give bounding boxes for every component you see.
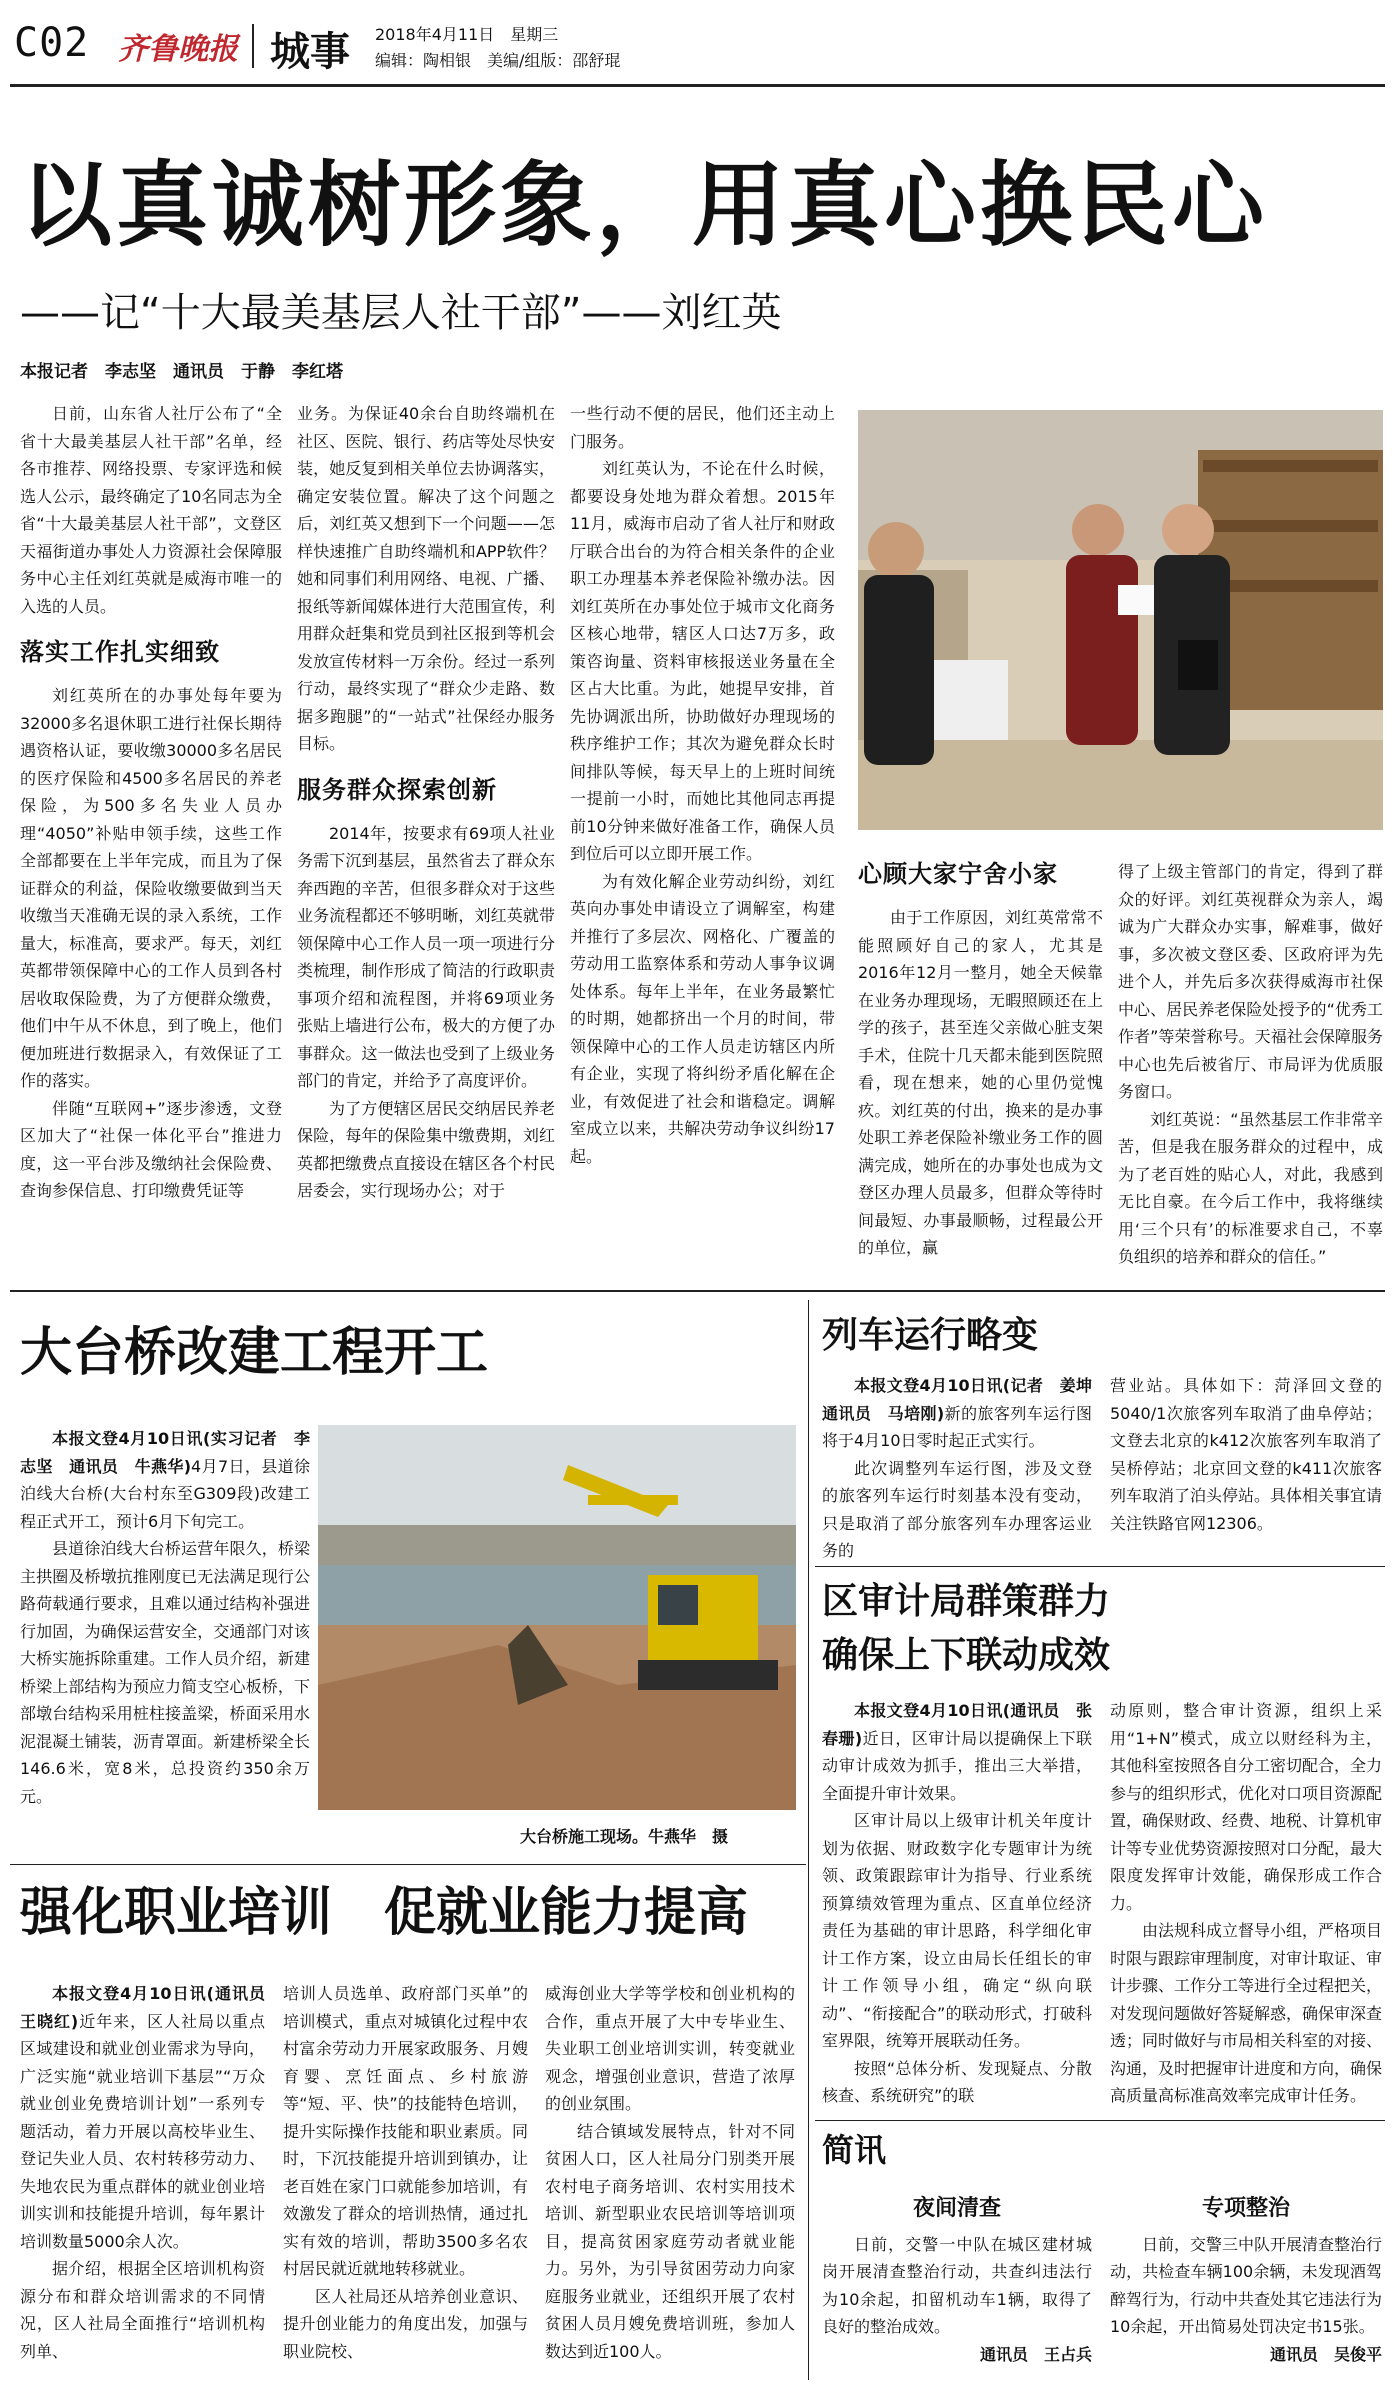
bridge-construction-photo — [318, 1425, 796, 1810]
story3-col-b — [1110, 1372, 1382, 1537]
section-divider — [815, 2120, 1385, 2121]
subhead-heart: 心顾大家宁舍小家 — [858, 860, 1058, 888]
story4-para: 按照“总体分析、发现疑点、分散核查、系统研究”的联 — [822, 2058, 1092, 2105]
story1-headline: 以真诚树形象，用真心换民心 — [20, 151, 1269, 259]
editors: 编辑：陶相银 美编/组版：邵舒琨 — [375, 51, 621, 70]
story4-headline-2: 确保上下联动成效 — [822, 1634, 1111, 1676]
story5-para: 结合镇域发展特点，针对不同贫困人口，区人社局分门别类开展农村电子商务培训、农村实用技术培训、新型职业农民培训等培训项目，提高贫困家庭劳动者就业能力。另外，为引导贫困劳动力向家庭服务业就业，还组织开展了农村贫困人员月嫂免费培训班，参加人数达到近100人。 — [545, 2121, 795, 2361]
story5-para: 区人社局还从培养创业意识、提升创业能力的角度出发，加强与职业院校、 — [283, 2286, 528, 2361]
story1-byline: 本报记者 李志坚 通讯员 于静 李红塔 — [20, 362, 343, 382]
story2-byline: 本报文登4月10日讯(实习记者 李志坚 通讯员 牛燕华) — [20, 1429, 310, 1476]
section-divider — [10, 1290, 1385, 1292]
story2-photo — [318, 1425, 796, 1810]
story1-col3-para: 一些行动不便的居民，他们还主动上门服务。 — [570, 404, 835, 451]
story3-headline: 列车运行略变 — [822, 1314, 1039, 1356]
story5-para: 威海创业大学等学校和创业机构的合作，重点开展了大中专毕业生、失业职工创业培训实训，转变就业观念，增强创业意识，营造了浓厚的创业氛围。 — [545, 1984, 795, 2113]
brief-item-text: 日前，交警三中队开展清查整治行动，共检查车辆100余辆，未发现酒驾醉驾行为，行动中共查处其它违法行为10余起，开出简易处罚决定书15张。 — [1110, 2234, 1383, 2336]
story2-text — [20, 1425, 310, 1810]
brief-item-author: 通讯员 吴俊平 — [1269, 2344, 1382, 2364]
page-code: C02 — [14, 20, 90, 66]
story1-col4 — [858, 858, 1103, 1262]
story5-col1 — [20, 1980, 282, 2365]
story1-col2 — [297, 400, 555, 1205]
story1-col3-para: 刘红英认为，不论在什么时候，都要设身处地为群众着想。2015年11月，威海市启动了省人社厅和财政厅联合出台的为符合相关条件的企业职工办理基本养老保险补缴办法。因刘红英所在办事处位于城市文化商务区核心地带，辖区人口达7万多，政策咨询量、资料审核报送业务量在全区占大比重。为此，她提早安排，首先协调派出所，协助做好办理现场的秩序维护工作；其次为避免群众长时间排队等候，每天早上的上班时间统一提前一小时，而她比其他同志再提前10分钟来做好准备工作，确保人员到位后可以立即开展工作。 — [570, 459, 835, 863]
office-photo-illustration — [858, 410, 1383, 830]
story1-col1-para: 日前，山东省人社厅公布了“全省十大最美基层人社干部”名单，经各市推荐、网络投票、专家评选和候选人公示，最终确定了10名同志为全省“十大最美基层人社干部”，文登区天福街道办事处人力资源社会保障服务中心主任刘红英就是威海市唯一的入选的人员。 — [20, 404, 282, 616]
brief-item-author: 通讯员 王占兵 — [979, 2344, 1092, 2364]
story3-byline: 本报文登4月10日讯(记者 姜坤 通讯员 马培刚) — [822, 1376, 1109, 1423]
brief-item-1 — [822, 2195, 1092, 2368]
issue-date: 2018年4月11日 星期三 — [375, 25, 559, 44]
story1-col5 — [1118, 858, 1383, 1271]
story1-col3 — [570, 400, 835, 1170]
story4-para: 由法规科成立督导小组，严格项目时限与跟踪审理制度，对审计取证、审计步骤、工作分工等进行全过程把关，对发现问题做好答疑解惑，确保审深查透；同时做好与市局相关科室的对接、沟通，及时把握审计进度和方向，确保高质量高标准高效率完成审计任务。 — [1110, 1921, 1383, 2105]
paper-logo: 齐鲁晚报 — [118, 32, 238, 67]
story5-para: 据介绍，根据全区培训机构资源分布和群众培训需求的不同情况，区人社局全面推行“培训机构列单、 — [20, 2259, 265, 2361]
story1-col1-para: 刘红英所在的办事处每年要为32000多名退休职工进行社保长期待遇资格认证，要收缴30000多名居民的医疗保险和4500多名居民的养老保险，为500多名失业人员办理“4050”补贴申领手续，这些工作全部都要在上半年完成，而且为了保证群众的利益，保险收缴要做到当天收缴当天准确无误的录入系统，工作量大，标准高，要求严。每天，刘红英都带领保障中心的工作人员到各村居收取保险费，为了方便群众缴费，他们中午从不休息，到了晚上，他们便加班进行数据录入，有效保证了工作的落实。 — [20, 686, 282, 1090]
story1-col1-para: 伴随“互联网+”逐步渗透，文登区加大了“社保一体化平台”推进力度，这一平台涉及缴纳社会保险费、查询参保信息、打印缴费凭证等 — [20, 1098, 282, 1200]
subhead-work: 落实工作扎实细致 — [20, 638, 220, 666]
story5-col3 — [545, 1980, 795, 2365]
brief-item-text: 日前，交警一中队在城区建材城岗开展清查整治行动，共查纠违法行为10余起，扣留机动车1辆，取得了良好的整治成效。 — [822, 2234, 1092, 2336]
story5-para: 培训人员选单、政府部门买单”的培训模式，重点对城镇化过程中农村富余劳动力开展家政服务、月嫂育婴、烹饪面点、乡村旅游等“短、平、快”的技能特色培训，提升实际操作技能和职业素质。同时，下沉技能提升培训到镇办，让老百姓在家门口就能参加培训，有效激发了群众的培训热情，通过扎实有效的培训，帮助3500多名农村居民就近就地转移就业。 — [283, 1984, 528, 2278]
story4-lead: 近日，区审计局以提确保上下联动审计成效为抓手，推出三大举措，全面提升审计效果。 — [822, 1728, 1092, 1803]
vertical-divider — [808, 1300, 809, 2380]
story3-col-a — [822, 1372, 1109, 1565]
story2-headline: 大台桥改建工程开工 — [20, 1322, 489, 1383]
story4-para: 区审计局以上级审计机关年度计划为依据、财政数字化专题审计为统领、政策跟踪审计为指导、行业系统预算绩效管理为重点、区直单位经济责任为基础的审计思路，科学细化审计工作方案，设立由局长任组长的审计工作领导小组，确定“纵向联动”、“衔接配合”的联动形式，打破科室界限，统筹开展联动任务。 — [822, 1811, 1092, 2050]
story1-col2-para: 为了方便辖区居民交纳居民养老保险，每年的保险集中缴费期，刘红英都把缴费点直接设在辖区各个村民居委会，实行现场办公；对于 — [297, 1098, 555, 1200]
story2-lead: 4月7日，县道徐泊线大台桥(大台村东至G309段)改建工程正式开工，预计6月下旬完工。 — [20, 1456, 310, 1531]
story5-col2 — [283, 1980, 528, 2365]
masthead-divider — [252, 24, 254, 68]
story2-caption: 大台桥施工现场。牛燕华 摄 — [520, 1827, 729, 1846]
story1-subhead: ——记“十大最美基层人社干部”——刘红英 — [20, 290, 782, 336]
masthead — [0, 0, 1395, 90]
story3-para: 此次调整列车运行图，涉及文登的旅客列车运行时刻基本没有变动，只是取消了部分旅客列车办理客运业务的 — [822, 1458, 1092, 1560]
story5-byline: 本报文登4月10日讯(通讯员 王晓红) — [20, 1984, 282, 2031]
section-divider — [815, 1566, 1385, 1567]
story1-photo — [858, 410, 1383, 830]
story1-col3-para: 为有效化解企业劳动纠纷，刘红英向办事处申请设立了调解室，构建并推行了多层次、网格化、广覆盖的劳动用工监察体系和劳动人事争议调处体系。每年上半年，在业务最繁忙的时期，她都挤出一个月的时间，带领保障中心的工作人员走访辖区内所有企业，实现了将纠纷矛盾化解在企业，有效促进了社会和谐稳定。调解室成立以来，共解决劳动争议纠纷17起。 — [570, 871, 835, 1166]
story1-col4-para: 由于工作原因，刘红英常常不能照顾好自己的家人，尤其是2016年12月一整月，她全天候靠在业务办理现场，无暇照顾还在上学的孩子，甚至连父亲做心脏支架手术，住院十几天都未能到医院照看，现在想来，她的心里仍觉愧疚。刘红英的付出，换来的是办事处职工养老保险补缴业务工作的圆满完成，她所在的办事处也成为文登区办理人员最多，但群众等待时间最短、办事最顺畅，过程最公开的单位，赢 — [858, 908, 1103, 1257]
brief-item-title: 专项整治 — [1201, 2196, 1290, 2221]
story1-col5-para: 得了上级主管部门的肯定，得到了群众的好评。刘红英视群众为亲人，竭诚为广大群众办实事，解难事，做好事，多次被文登区委、区政府评为先进个人，并先后多次获得威海市社保中心、居民养老保险处授予的“优秀工作者”等荣誉称号。天福社会保障服务中心也先后被省厅、市局评为优质服务窗口。 — [1118, 862, 1383, 1101]
story4-para: 动原则，整合审计资源，组织上采用“1+N”模式，成立以财经科为主，其他科室按照各自分工密切配合，全力参与的组织形式，优化对口项目资源配置，确保财政、经费、地税、计算机审计等专业优势资源按照对口分配，最大限度发挥审计效能，确保形成工作合力。 — [1110, 1701, 1383, 1913]
masthead-rule — [10, 84, 1385, 87]
section-divider — [10, 1864, 806, 1865]
story1-col2-para: 2014年，按要求有69项人社业务需下沉到基层，虽然省去了群众东奔西跑的辛苦，但很多群众对于这些业务流程都还不够明晰，刘红英就带领保障中心工作人员一项一项进行分类梳理，制作形成了简洁的行政职责事项介绍和流程图，并将69项业务张贴上墙进行公布，极大的方便了办事群众。这一做法也受到了上级业务部门的肯定，并给予了高度评价。 — [297, 823, 555, 1090]
brief-title: 简讯 — [822, 2131, 887, 2169]
story4-col-a — [822, 1697, 1092, 2110]
story4-byline: 本报文登4月10日讯(通讯员 张春珊) — [822, 1701, 1092, 1748]
section-name: 城事 — [270, 29, 350, 75]
story4-col-b — [1110, 1697, 1382, 2110]
brief-item-title: 夜间清查 — [912, 2196, 1001, 2221]
story1-col1 — [20, 400, 282, 1205]
story3-para: 营业站。具体如下：菏泽回文登的5040/1次旅客列车取消了曲阜停站；文登去北京的k412次旅客列车取消了吴桥停站；北京回文登的k411次旅客列车取消了泊头停站。具体相关事宜请关注铁路官网12306。 — [1110, 1376, 1383, 1533]
story5-lead: 近年来，区人社局以重点区域建设和就业创业需求为导向，广泛实施“就业培训下基层”“万众就业创业免费培训计划”一系列专题活动，着力开展以高校毕业生、登记失业人员、农村转移劳动力、失地农民为重点群体的就业创业培训实训和技能提升培训，每年累计培训数量5000余人次。 — [20, 2011, 265, 2251]
story1-col2-para: 业务。为保证40余台自助终端机在社区、医院、银行、药店等处尽快安装，她反复到相关单位去协调落实，确定安装位置。解决了这个问题之后，刘红英又想到下一个问题——怎样快速推广自助终端机和APP软件？她和同事们利用网络、电视、广播、报纸等新闻媒体进行大范围宣传，利用群众赶集和党员到社区报到等机会发放宣传材料一万余份。经过一系列行动，最终实现了“群众少走路、数据多跑腿”的“一站式”社保经办服务目标。 — [297, 404, 555, 753]
story3-lead: 新的旅客列车运行图将于4月10日零时起正式实行。 — [822, 1403, 1092, 1450]
story4-headline-1: 区审计局群策群力 — [822, 1580, 1111, 1622]
story5-headline: 强化职业培训 促就业能力提高 — [20, 1882, 749, 1943]
brief-item-2 — [1110, 2195, 1382, 2368]
story1-col5-para: 刘红英说：“虽然基层工作非常辛苦，但是我在服务群众的过程中，成为了老百姓的贴心人，对此，我感到无比自豪。在今后工作中，我将继续用‘三个只有’的标准要求自己，不辜负组织的培养和群众的信任。” — [1118, 1109, 1383, 1266]
subhead-serve: 服务群众探索创新 — [297, 775, 497, 804]
story2-para: 县道徐泊线大台桥运营年限久，桥梁主拱圈及桥墩抗推刚度已无法满足现行公路荷载通行要求，且难以通过结构补强进行加固，为确保运营安全，交通部门对该大桥实施拆除重建。工作人员介绍，新建桥梁上部结构为预应力简支空心板桥，下部墩台结构采用桩柱接盖梁，桥面采用水泥混凝土铺装，沥青罩面。新建桥梁全长146.6米，宽8米，总投资约350余万元。 — [20, 1539, 310, 1806]
